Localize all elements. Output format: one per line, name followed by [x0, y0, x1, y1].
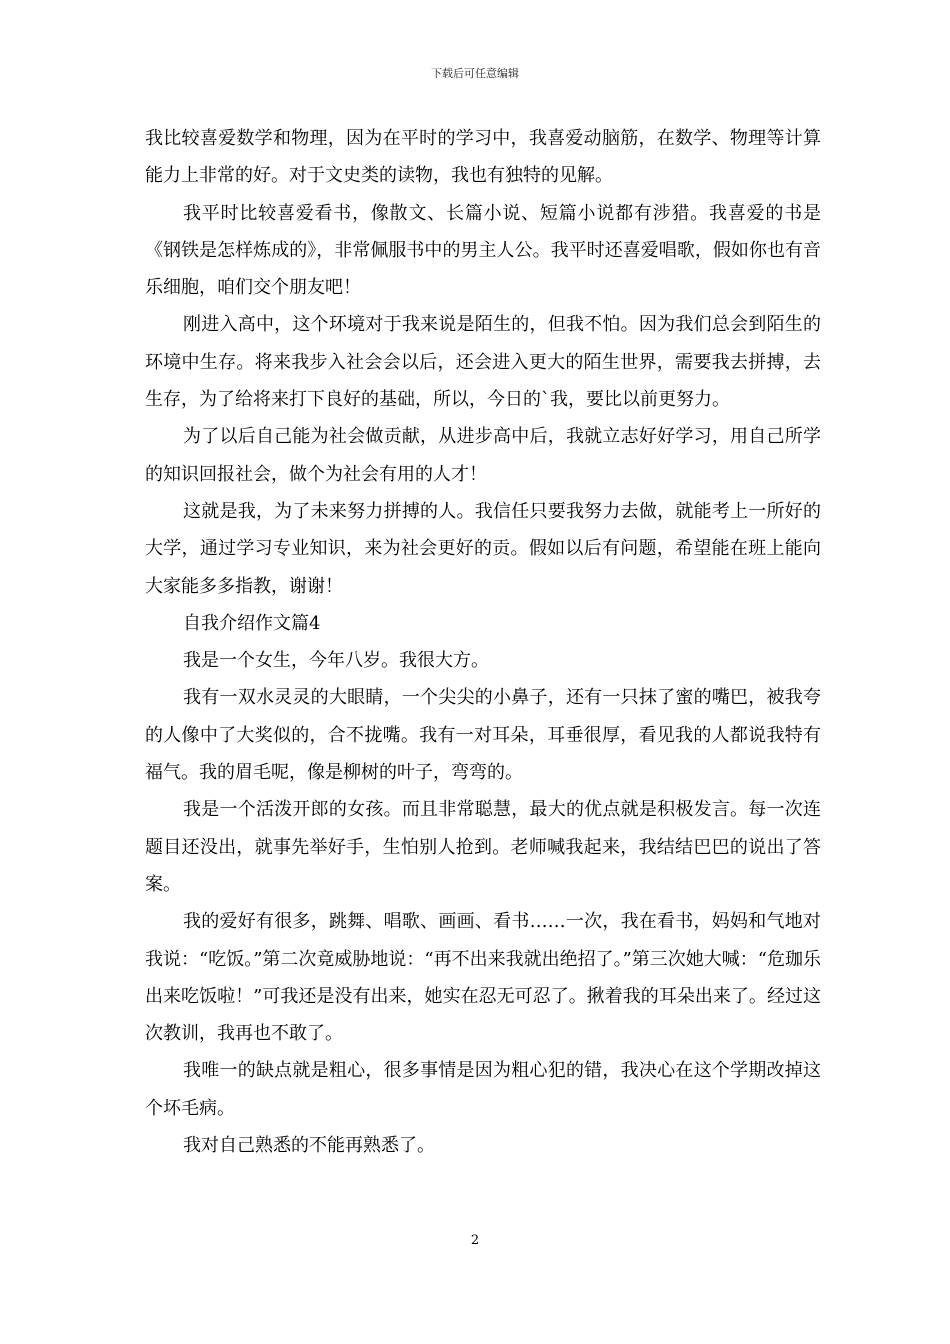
paragraph-5: 这就是我，为了未来努力拼搏的人。我信任只要我努力去做，就能考上一所好的大学，通过学习专业知识，来为社会更好的贡。假如以后有问题，希望能在班上能向大家能多多指教，谢谢！	[145, 500, 821, 597]
section-heading: 自我介绍作文篇4	[183, 612, 321, 634]
paragraph-8: 我是一个活泼开郎的女孩。而且非常聪慧，最大的优点就是积极发言。每一次连题目还没出，就事先举好手，生怕别人抢到。老师喊我起来，我结结巴巴的说出了答案。	[145, 799, 821, 895]
paragraph-4: 为了以后自己能为社会做贡献，从进步高中后，我就立志好好学习，用自己所学的知识回报社会，做个为社会有用的人才！	[145, 426, 821, 485]
page-header: 下载后可任意编辑	[431, 67, 519, 80]
paragraph-2: 我平时比较喜爱看书，像散文、长篇小说、短篇小说都有涉猎。我喜爱的书是《钢铁是怎样炼成的》，非常佩服书中的男主人公。我平时还喜爱唱歌，假如你也有音乐细胞，咱们交个朋友吧！	[145, 202, 821, 299]
paragraph-6: 我是一个女生，今年八岁。我很大方。	[183, 650, 489, 672]
document-body	[145, 120, 821, 1164]
paragraph-1: 我比较喜爱数学和物理，因为在平时的学习中，我喜爱动脑筋，在数学、物理等计算能力上非常的好。对于文史类的读物，我也有独特的见解。	[145, 128, 821, 187]
paragraph-7: 我有一双水灵灵的大眼睛，一个尖尖的小鼻子，还有一只抹了蜜的嘴巴，被我夸的人像中了大奖似的，合不拢嘴。我有一对耳朵，耳垂很厚，看见我的人都说我特有福气。我的眉毛呢，像是柳树的叶子，弯弯的。	[145, 687, 821, 784]
page-number: 2	[470, 1233, 480, 1248]
paragraph-9: 我的爱好有很多，跳舞、唱歌、画画、看书……一次，我在看书，妈妈和气地对我说：“吃饭。”第二次竟威胁地说：“再不出来我就出绝招了。”第三次她大喊：“危珈乐出来吃饭啦！”可我还是没有出来，她实在忍无可忍了。揪着我的耳朵出来了。经过这次教训，我再也不敢了。	[145, 911, 822, 1045]
paragraph-10: 我唯一的缺点就是粗心，很多事情是因为粗心犯的错，我决心在这个学期改掉这个坏毛病。	[145, 1060, 821, 1119]
paragraph-3: 刚进入高中，这个环境对于我来说是陌生的，但我不怕。因为我们总会到陌生的环境中生存。将来我步入社会会以后，还会进入更大的陌生世界，需要我去拼搏，去生存，为了给将来打下良好的基础，所以，今日的`我，要比以前更努力。	[145, 314, 821, 411]
paragraph-11: 我对自己熟悉的不能再熟悉了。	[183, 1135, 435, 1157]
